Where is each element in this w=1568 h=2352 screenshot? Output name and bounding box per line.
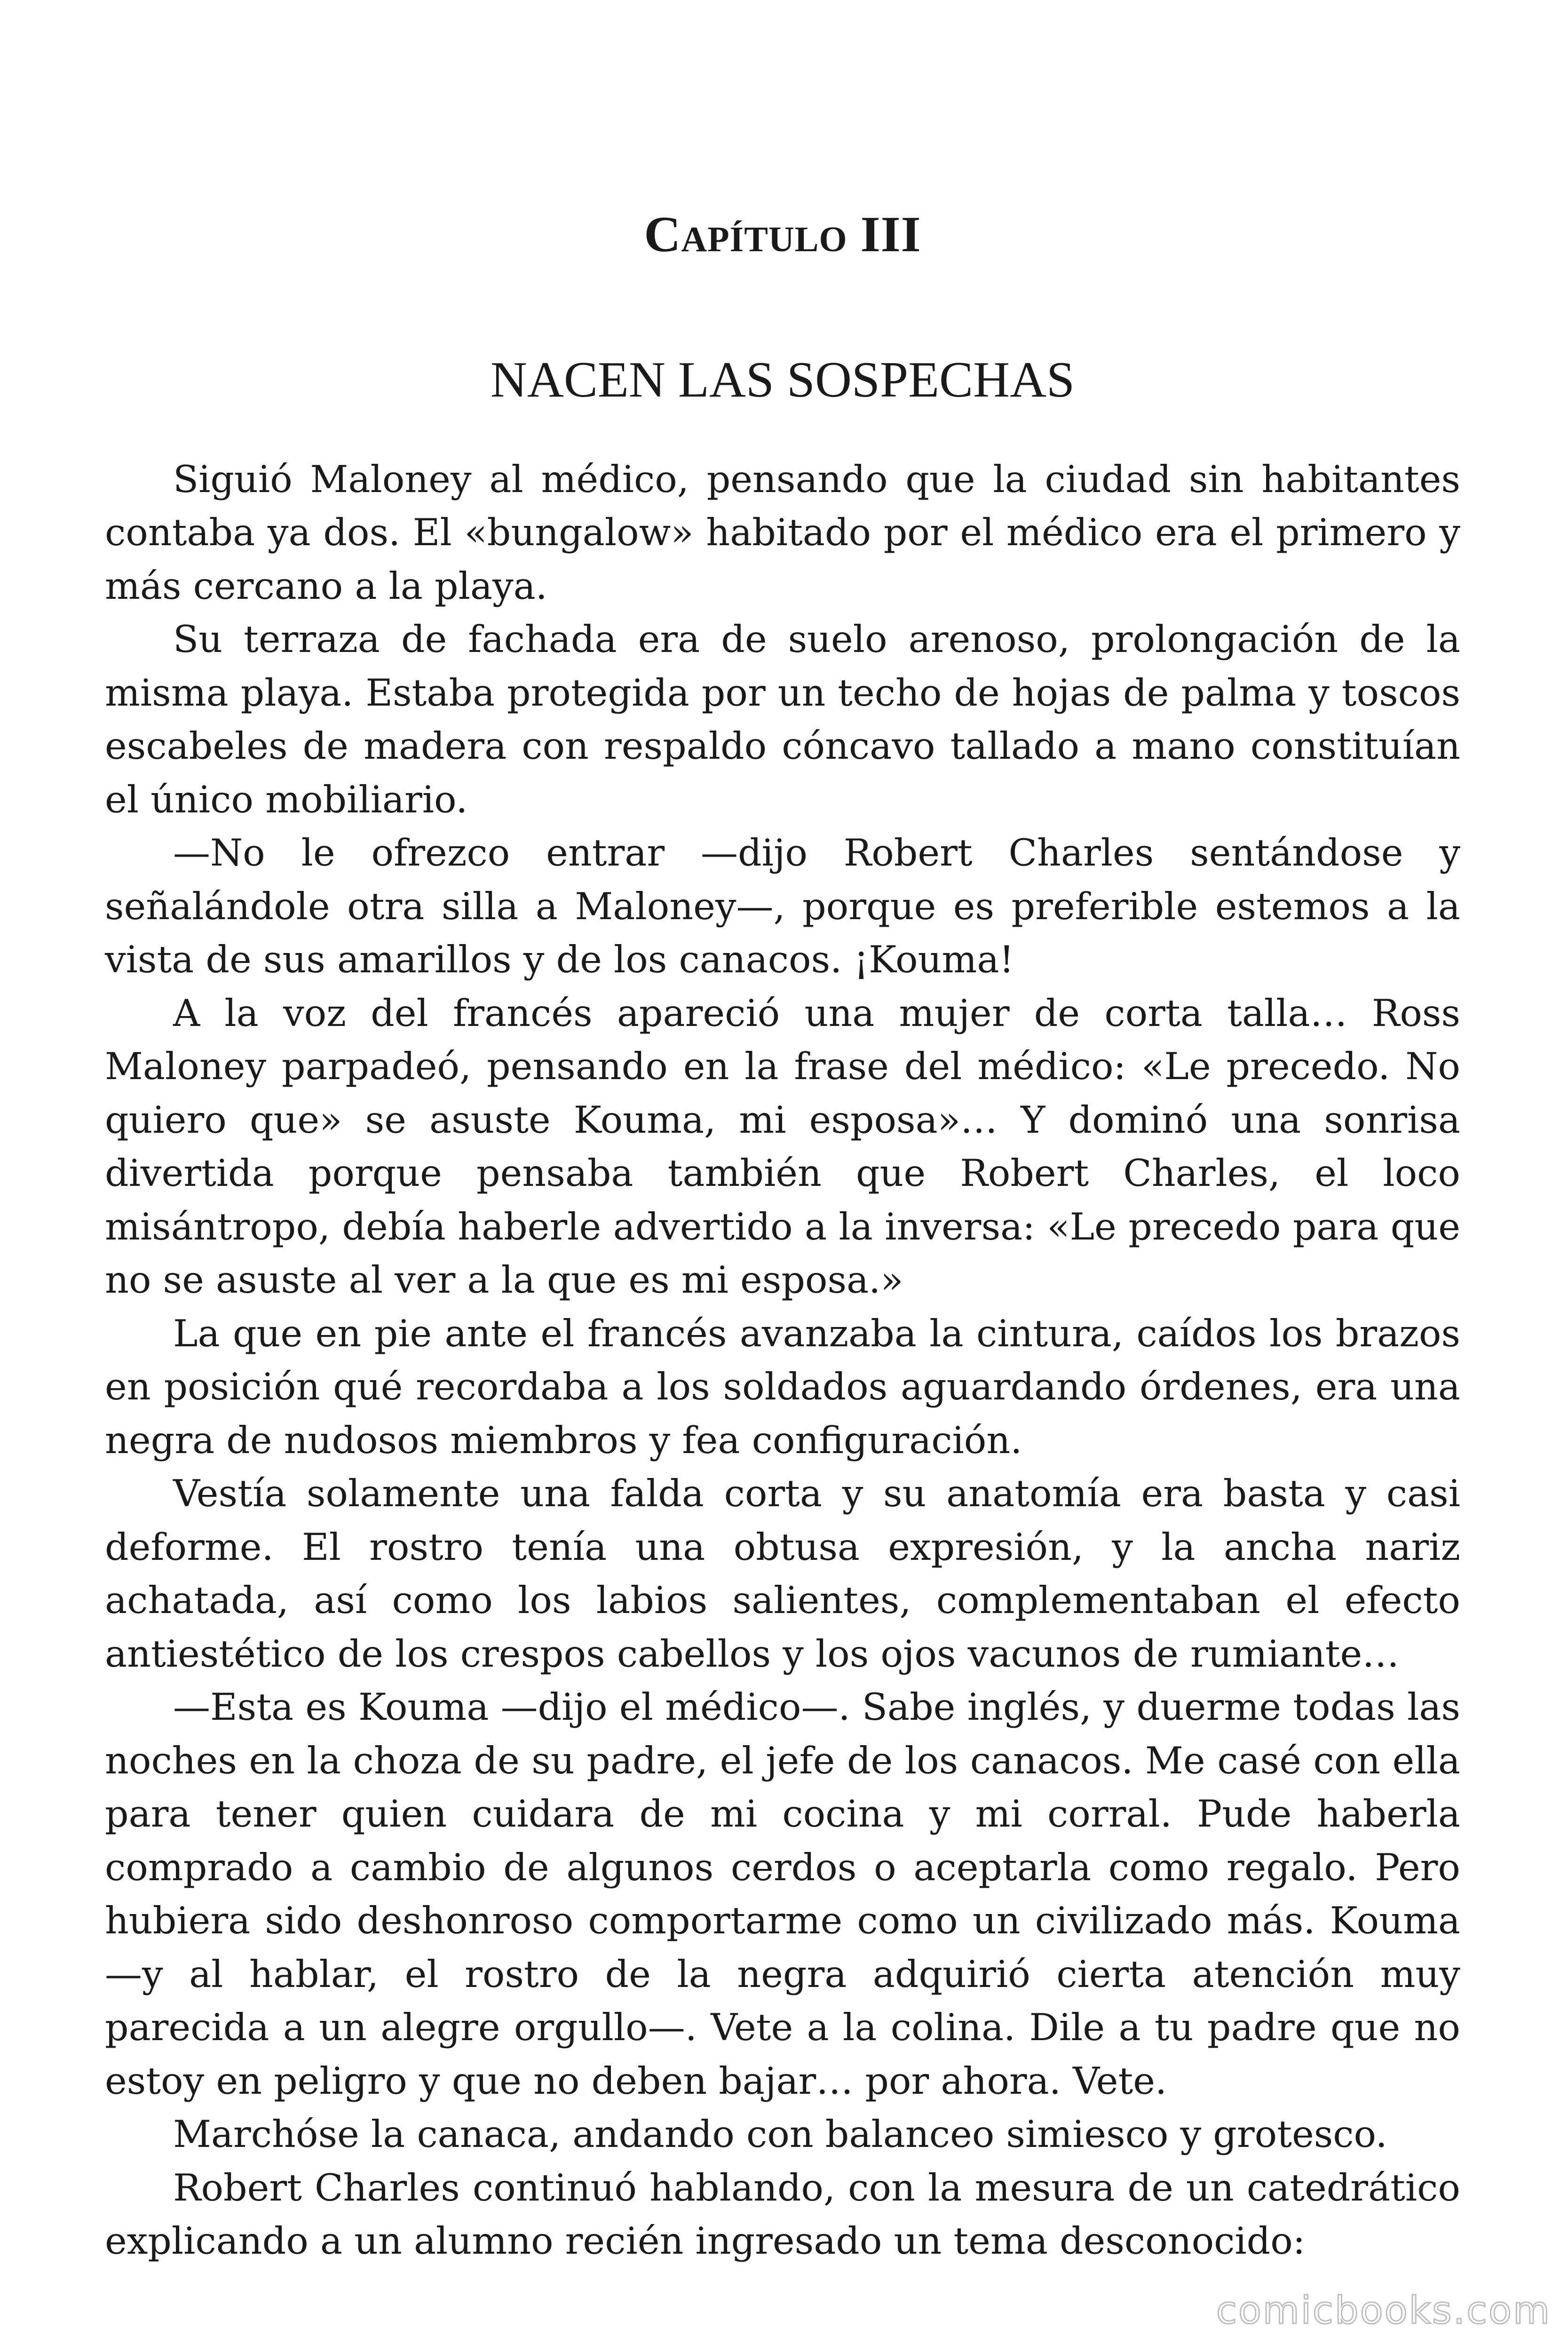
paragraph: La que en pie ante el francés avanzaba la cintura, caídos los brazos en posición qué recordaba a los soldados aguardando órdenes, era una negra de nudosos miembros y fea configuración. xyxy=(105,1311,1460,1462)
paragraph: A la voz del francés apareció una mujer de corta talla… Ross Maloney parpadeó, pensando en la frase del médico: «Le precedo. No quiero que» se asuste Kouma, mi esposa»… Y dominó una sonrisa divertida porque pensaba también que Robert Charles, el loco misántropo, debía haberle advertido a la inversa: «Le precedo para que no se asuste al ver a la que es mi esposa.» xyxy=(105,991,1460,1302)
paragraph: Marchóse la canaca, andando con balanceo simiesco y grotesco. xyxy=(173,2113,1387,2156)
book-page xyxy=(105,207,1460,2268)
paragraph: Siguió Maloney al médico, pensando que la ciudad sin habitantes contaba ya dos. El «bungalow» habitado por el médico era el primero y más cercano a la playa. xyxy=(105,457,1460,608)
paragraph: —Esta es Kouma —dijo el médico—. Sabe inglés, y duerme todas las noches en la choza de su padre, el jefe de los canacos. Me casé con ella para tener quien cuidara de mi cocina y mi corral. Pude haberla comprado a cambio de algunos cerdos o aceptarla como regalo. Pero hubiera sido deshonroso comportarme como un civilizado más. Kouma —y al hablar, el rostro de la negra adquirió cierta atención muy parecida a un alegre orgullo—. Vete a la colina. Dile a tu padre que no estoy en peligro y que no deben bajar… por ahora. Vete. xyxy=(105,1685,1460,2103)
chapter-title: NACEN LAS SOSPECHAS xyxy=(490,351,1075,408)
paragraph: Su terraza de fachada era de suelo arenoso, prolongación de la misma playa. Estaba protegida por un techo de hojas de palma y toscos escabeles de madera con respaldo cóncavo tallado a mano constituían el único mobiliario. xyxy=(105,618,1460,821)
watermark: comicbooks.com xyxy=(1216,2288,1551,2332)
chapter-heading: Capítulo III xyxy=(644,207,921,262)
paragraph: —No le ofrezco entrar —dijo Robert Charles sentándose y señalándole otra silla a Maloney—, porque es preferible estemos a la vista de sus amarillos y de los canacos. ¡Kouma! xyxy=(105,831,1460,982)
paragraph: Vestía solamente una falda corta y su anatomía era basta y casi deforme. El rostro tenía una obtusa expresión, y la ancha nariz achatada, así como los labios salientes, complementaban el efecto antiestético de los crespos cabellos y los ojos vacunos de rumiante… xyxy=(105,1472,1460,1676)
paragraph: Robert Charles continuó hablando, con la mesura de un catedrático explicando a un alumno recién ingresado un tema desconocido: xyxy=(105,2166,1460,2263)
chapter-body xyxy=(105,453,1460,2268)
